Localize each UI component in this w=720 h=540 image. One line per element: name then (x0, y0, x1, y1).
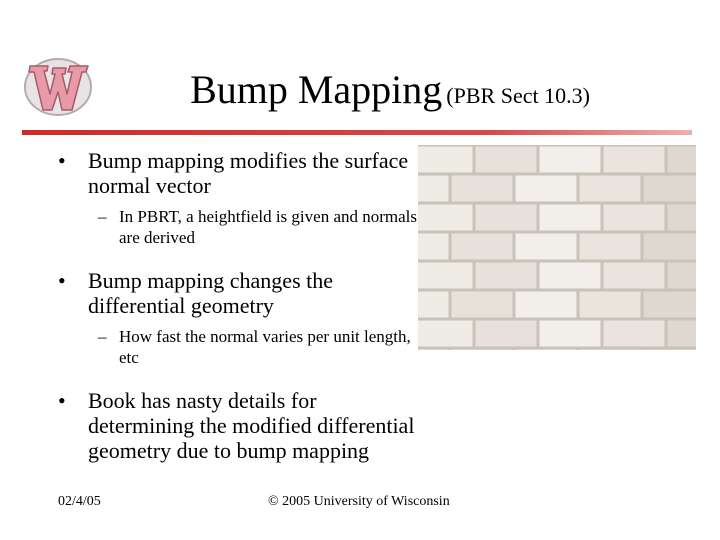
bullet-item (58, 268, 418, 318)
brick (452, 234, 513, 260)
bullet-text: Book has nasty details for determining the modified differential geometry due to bump mapping (88, 388, 415, 463)
title-main: Bump Mapping (190, 67, 443, 112)
brick (580, 234, 641, 260)
bullet-list (58, 148, 418, 463)
bullet-dot: • (58, 388, 66, 413)
brick (644, 176, 697, 202)
brick (516, 350, 577, 351)
brick (452, 350, 513, 351)
brick (604, 263, 665, 289)
brick (604, 321, 665, 347)
sub-bullet-item (58, 206, 418, 248)
bullet-dot: • (58, 268, 66, 293)
sub-bullet-text: How fast the normal varies per unit length, etc (119, 327, 411, 367)
brick (476, 205, 537, 231)
brick (668, 205, 697, 231)
brick (476, 321, 537, 347)
brick (540, 147, 601, 173)
bullet-text: Bump mapping changes the differential geometry (88, 268, 334, 318)
brick (516, 176, 577, 202)
brick-wall-image (418, 145, 696, 350)
bullet-text: Bump mapping modifies the surface normal vector (88, 148, 409, 198)
brick (668, 263, 697, 289)
brick (540, 263, 601, 289)
brick (668, 321, 697, 347)
brick (668, 147, 697, 173)
brick (418, 176, 449, 202)
brick (644, 234, 697, 260)
footer-copyright: © 2005 University of Wisconsin (268, 494, 450, 509)
brick (418, 350, 449, 351)
brick (540, 205, 601, 231)
bullet-item (58, 388, 418, 463)
sub-bullet-text: In PBRT, a heightfield is given and normals are derived (119, 207, 418, 247)
sub-bullet-dash: – (98, 327, 107, 346)
brick (604, 205, 665, 231)
brick (540, 321, 601, 347)
brick (418, 147, 473, 173)
brick (580, 176, 641, 202)
brick (418, 234, 449, 260)
brick (418, 205, 473, 231)
brick (516, 292, 577, 318)
brick (418, 263, 473, 289)
title-divider (22, 130, 692, 135)
brick (476, 147, 537, 173)
sub-bullet-item (58, 326, 418, 368)
brick (476, 263, 537, 289)
brick (644, 292, 697, 318)
brick (418, 321, 473, 347)
brick (644, 350, 697, 351)
brick (516, 234, 577, 260)
title-sub: (PBR Sect 10.3) (446, 83, 590, 108)
footer-date: 02/4/05 (58, 494, 101, 509)
brick (604, 147, 665, 173)
bullet-item (58, 148, 418, 198)
brick (580, 292, 641, 318)
brick (452, 292, 513, 318)
sub-bullet-dash: – (98, 207, 107, 226)
wisconsin-w-logo-icon (22, 52, 94, 118)
brick (418, 292, 449, 318)
bullet-dot: • (58, 148, 66, 173)
slide-title (100, 66, 680, 113)
brick (452, 176, 513, 202)
brick (580, 350, 641, 351)
